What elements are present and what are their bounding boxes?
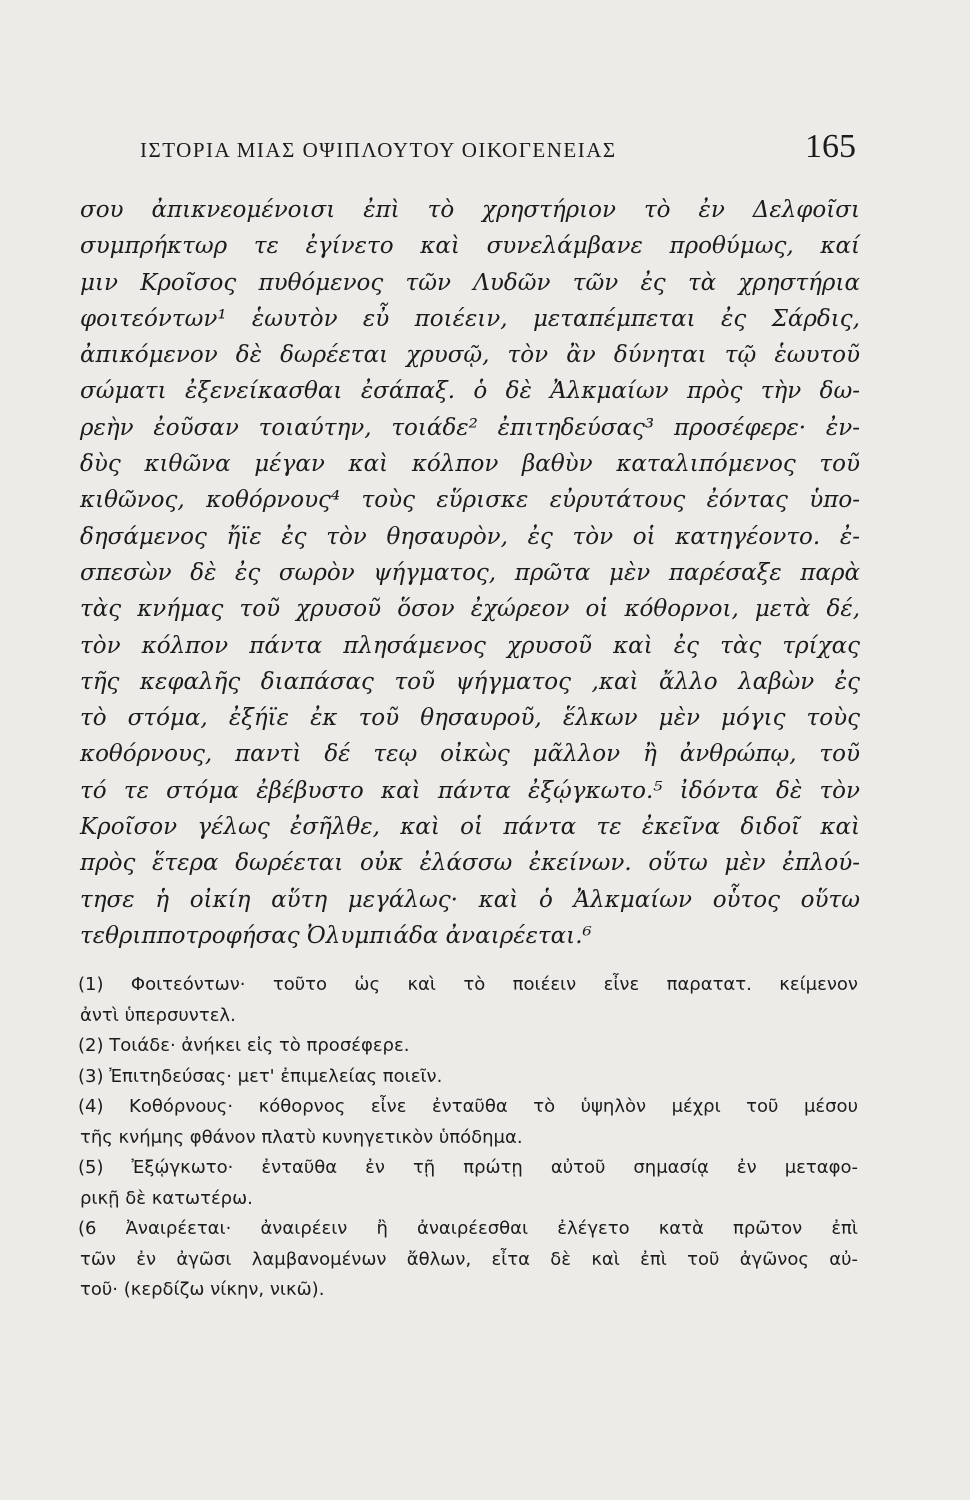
footnote-6 (78, 1214, 858, 1245)
footnote-2 (78, 1031, 858, 1062)
footnote-marker: (3) (78, 1065, 104, 1087)
footnote-text: Κοθόρνους· κόθορνος εἶνε ἐνταῦθα τὸ ὑψηλὸν μέχρι τοῦ μέσου (129, 1096, 858, 1117)
footnote-5 (78, 1153, 858, 1184)
text-line: τησε ἡ οἰκίη αὕτη μεγάλως· καὶ ὁ Ἀλκμαίων οὗτος οὕτω (80, 886, 860, 913)
text-line: κιθῶνος, κοθόρνους⁴ τοὺς εὕρισκε εὐρυτάτους ἐόντας ὑπο- (80, 487, 860, 514)
text-line: πρὸς ἕτερα δωρέεται οὐκ ἐλάσσω ἐκείνων. οὕτω μὲν ἐπλού- (80, 850, 860, 877)
page-header (140, 128, 856, 176)
text-line: φοιτεόντων¹ ἑωυτὸν εὖ ποιέειν, μεταπέμπεται ἐς Σάρδις, (80, 305, 860, 332)
footnote-marker: (4) (78, 1096, 104, 1117)
text-line: δὺς κιθῶνα μέγαν καὶ κόλπον βαθὺν καταλιπόμενος τοῦ (80, 451, 860, 478)
main-text (80, 192, 860, 954)
footnote-continuation: τοῦ· (κερδίζω νίκην, νικῶ). (80, 1279, 325, 1300)
footnote-continuation: τῆς κνήμης φθάνον πλατὺ κυνηγετικὸν ὑπόδημα. (80, 1126, 523, 1148)
page-number: 165 (805, 128, 856, 165)
text-line: σώματι ἐξενείκασθαι ἐσάπαξ. ὁ δὲ Ἀλκμαίων πρὸς τὴν δω- (80, 378, 860, 405)
text-line: κοθόρνους, παντὶ δέ τεῳ οἰκὼς μᾶλλον ἢ ἀνθρώπῳ, τοῦ (80, 741, 860, 768)
footnote-text: Ἀναιρέεται· ἀναιρέειν ἢ ἀναιρέεσθαι ἐλέγετο κατὰ πρῶτον ἐπὶ (125, 1218, 858, 1239)
footnote-text: Τοιάδε· ἀνήκει εἰς τὸ προσέφερε. (109, 1035, 410, 1056)
footnote-text: Ἐπιτηδεύσας· μετ' ἐπιμελείας ποιεῖν. (109, 1065, 443, 1087)
footnotes (78, 970, 858, 1306)
footnote-marker: (1) (78, 974, 104, 995)
footnote-4 (78, 1092, 858, 1123)
footnote-continuation: ρικῇ δὲ κατωτέρω. (80, 1187, 253, 1209)
text-line: τὸ στόμα, ἐξήϊε ἐκ τοῦ θησαυροῦ, ἕλκων μὲν μόγις τοὺς (80, 705, 860, 732)
text-line: τὰς κνήμας τοῦ χρυσοῦ ὅσον ἐχώρεον οἱ κόθορνοι, μετὰ δέ, (80, 596, 860, 623)
text-line: τῆς κεφαλῆς διαπάσας τοῦ ψήγματος ,καὶ ἄλλο λαβὼν ἐς (80, 668, 860, 695)
text-line: τό τε στόμα ἐβέβυστο καὶ πάντα ἐξῴγκωτο.⁵ ἰδόντα δὲ τὸν (80, 777, 860, 804)
running-title: ΙΣΤΟΡΙΑ ΜΙΑΣ ΟΨΙΠΛΟΥΤΟΥ ΟΙΚΟΓΕΝΕΙΑΣ (140, 138, 617, 162)
text-line: συμπρήκτωρ τε ἐγίνετο καὶ συνελάμβανε προθύμως, καί (80, 233, 860, 260)
footnote-3 (78, 1062, 858, 1093)
text-line: σπεσὼν δὲ ἐς σωρὸν ψήγματος, πρῶτα μὲν παρέσαξε παρὰ (80, 559, 860, 586)
text-line: ἀπικόμενον δὲ δωρέεται χρυσῷ, τὸν ἂν δύνηται τῷ ἑωυτοῦ (80, 342, 860, 369)
text-line: μιν Κροῖσος πυθόμενος τῶν Λυδῶν τῶν ἐς τὰ χρηστήρια (80, 269, 860, 296)
footnote-continuation: τῶν ἐν ἀγῶσι λαμβανομένων ἄθλων, εἶτα δὲ καὶ ἐπὶ τοῦ ἀγῶνος αὐ- (80, 1248, 858, 1270)
text-line: ρεὴν ἐοῦσαν τοιαύτην, τοιάδε² ἐπιτηδεύσας³ προσέφερε· ἐν- (80, 414, 860, 441)
footnote-text: Ἐξῴγκωτο· ἐνταῦθα ἐν τῇ πρώτῃ αὐτοῦ σημασίᾳ ἐν μεταφο- (131, 1157, 858, 1178)
text-line: Κροῖσον γέλως ἐσῆλθε, καὶ οἱ πάντα τε ἐκεῖνα διδοῖ καὶ (80, 814, 860, 841)
footnote-marker: (6 (78, 1218, 97, 1239)
footnote-1 (78, 970, 858, 1001)
text-line: δησάμενος ἤϊε ἐς τὸν θησαυρὸν, ἐς τὸν οἱ κατηγέοντο. ἐ- (80, 523, 860, 550)
footnote-continuation: ἀντὶ ὑπερσυντελ. (80, 1004, 236, 1026)
footnote-marker: (2) (78, 1035, 104, 1056)
text-line: σου ἀπικνεομένοισι ἐπὶ τὸ χρηστήριον τὸ ἐν Δελφοῖσι (80, 197, 860, 223)
footnote-marker: (5) (78, 1157, 104, 1178)
footnote-text: Φοιτεόντων· τοῦτο ὡς καὶ τὸ ποιέειν εἶνε παρατατ. κείμενον (130, 974, 858, 995)
text-line: τὸν κόλπον πάντα πλησάμενος χρυσοῦ καὶ ἐς τὰς τρίχας (80, 632, 860, 659)
text-line: τεθριπποτροφήσας Ὀλυμπιάδα ἀναιρέεται.⁶ (80, 922, 592, 949)
